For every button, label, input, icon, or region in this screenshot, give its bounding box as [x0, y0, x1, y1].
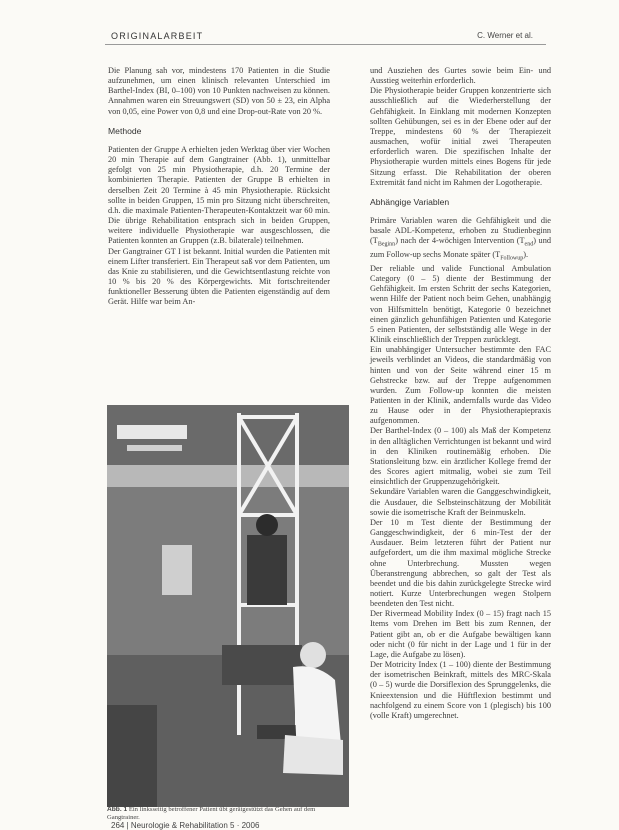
paragraph: Die Physiotherapie beider Gruppen konzentrierte sich ausschließlich auf die Wiederherstellung der Gehfähigkeit. In Einklang mit modernen Konzepten sollten Gehübungen, sei es in der Ebene oder auf der Treppe, mindestens 60 % der Therapiezeit ausmachen, wofür initial zwei Therapeuten erforderlich waren. Die spezifischen Inhalte der Physiotherapie wurden mittels eines Bogens für jede Sitzung erfasst. Die Rehabilitation der oberen Extremität fand nicht im Rahmen der Logotherapie.: [370, 86, 551, 187]
running-header-section: ORIGINALARBEIT: [111, 31, 204, 41]
paragraph-primary-variables: [370, 216, 551, 264]
paragraph: Der Barthel-Index (0 – 100) als Maß der Kompetenz in den alltäglichen Verrichtungen ist bekannt und wird in den Kliniken routinemäßig erhoben. Die Stationsleitung bzw. ein ärztlicher Kollege fremd der des Scores agiert mitmalig, wobei sie zum Teil einsichtlich der Gruppenzugehörigkeit.: [370, 426, 551, 487]
text-run: ) nach der 4-wöchigen Intervention (T: [395, 236, 525, 246]
paragraph: Patienten der Gruppe A erhielten jeden Werktag über vier Wochen 20 min Therapie auf dem Gangtrainer (Abb. 1), unmittelbar gefolgt von 25 min Physiotherapie, d.h. 20 Termine der kombinierten Therapie. Patienten der Gruppe B erhielten in derselben Zeit 20 Termine à 45 min Physiotherapie. Rücksicht sollte in beiden Gruppen, 15 min pro Sitzung nicht überschreiten, d.h. die maximale Patienten-Therapeuten-Kontaktzeit war 60 min. Die übrige Rehabilitation entsprach sich in beiden Gruppen, weitere individuelle Physiotherapie war ausgeschlossen, die Patienten konnten an Gruppen (z.B. bilaterale) teilnehmen.: [108, 144, 330, 246]
caption-text: Ein linksseitig betroffener Patient übt gerätgestützt das Gehen auf dem Gangtrainer.: [107, 806, 316, 821]
paragraph: Der reliable und valide Functional Ambulation Category (0 – 5) diente der Bestimmung der Gehfähigkeit. Im ersten Schritt der sechs Kategorien, wenn Hilfe der Patient noch beim Gehen, unabhängig von Hilfsmitteln benötigt, Kategorie 0 bezeichnet einen gänzlich gehunfähigen Patienten und Kategorie 5 einen Patienten, der selbstständig alle Wege in der Klinik einschließlich der Treppen zurücklegt.: [370, 263, 551, 345]
paragraph: Der Gangtrainer GT I ist bekannt. Initial wurden die Patienten mit einem Lifter transferiert. Ein Therapeut saß vor dem Patienten, um das Knie zu stabilisieren, und die Gewichtsentlastung reichte von 10 % bis 20 % des Körpergewichts. Mit fortschreitender funktioneller Besserung übten die Patienten eigenständig auf dem Gerät. Hilfe war beim An-: [108, 246, 330, 307]
paragraph: Sekundäre Variablen waren die Ganggeschwindigkeit, die Ausdauer, die Selbsteinschätzung der Mobilität sowie die isometrische Kraft der Beinmuskeln.: [370, 487, 551, 517]
subscript: end: [524, 242, 534, 248]
paragraph: Der Motricity Index (1 – 100) diente der Bestimmung der isometrischen Beinkraft, mittels des MRC-Skala (0 – 5) wurde die Dorsiflexion des Sprunggelenks, die Knieextension und die Hüftflexion bestimmt und nachfolgend zu einem Score von 1 (plegisch) bis 100 (volle Kraft) umgerechnet.: [370, 660, 551, 720]
paragraph: Der Rivermead Mobility Index (0 – 15) fragt nach 15 Items vom Drehen im Bett bis zum Rennen, der Patient gibt an, ob er die Aufgabe bewältigen kann oder nicht (0 für nicht in der Lage und 1 für in der Lage, die Aufgabe zu lösen).: [370, 609, 551, 659]
paragraph: Ein unabhängiger Untersucher bestimmte den FAC jeweils verblindet an Videos, die standardmäßig von hinten und von der Seite während einer 15 m Gehstrecke bzw. auf der Treppe aufgenommen wurden. Zum Follow-up konnten die meisten Patienten in der Klinik, andernfalls wurde das Video zu Hause oder in der Physiotherapiepraxis aufgenommen.: [370, 345, 551, 426]
left-column: [108, 66, 330, 307]
right-column: [370, 66, 551, 721]
text-run: ).: [523, 250, 529, 260]
paragraph: Der 10 m Test diente der Bestimmung der Ganggeschwindigkeit, der 6 min-Test der der Ausdauer. Beim letzteren führt der Patient nur aufgefordert, um die ihm maximal mögliche Strecke ohne Unterbrechung. Mussten wegen Überanstrengung abbrechen, so galt der Test als beendet und die bis dahin zurückgelegte Strecke wird notiert. Kurze Unterbrechungen wegen Stolpern beendeten den Test nicht.: [370, 517, 551, 609]
paragraph: Die Planung sah vor, mindestens 170 Patienten in die Studie aufzunehmen, um einen klinisch relevanten Unterschied im Barthel-Index (BI, 0–100) von 10 Punkten nachweisen zu können. Annahmen waren ein Streuungswert (SD) von 50 ± 23, ein Alpha von 0,05, eine Power von 0,8 und eine Drop-out-Rate von 20 %.: [108, 66, 330, 116]
subscript: Beginn: [377, 242, 396, 248]
figure-caption: [107, 806, 349, 822]
text-run: ) und zum Follow-up sechs Monate später (T: [370, 236, 551, 260]
figure-photo-gait-trainer: [107, 405, 349, 807]
section-heading-methods: Methode: [108, 125, 142, 136]
paragraph: und Ausziehen des Gurtes sowie beim Ein- und Ausstieg weiterhin erforderlich.: [370, 66, 551, 86]
subscript: Followup: [500, 255, 524, 262]
page-footer: 264 | Neurologie & Rehabilitation 5 · 2006: [111, 821, 260, 830]
caption-label: Abb. 1: [107, 806, 128, 813]
header-rule: [105, 44, 546, 45]
text-run: Primäre Variablen waren die Gehfähigkeit und die basale ADL-Kompetenz, erhoben zu Studienbeginn (T: [370, 216, 551, 246]
section-heading-variables: Abhängige Variablen: [370, 196, 450, 207]
running-header-author: C. Werner et al.: [477, 31, 533, 40]
